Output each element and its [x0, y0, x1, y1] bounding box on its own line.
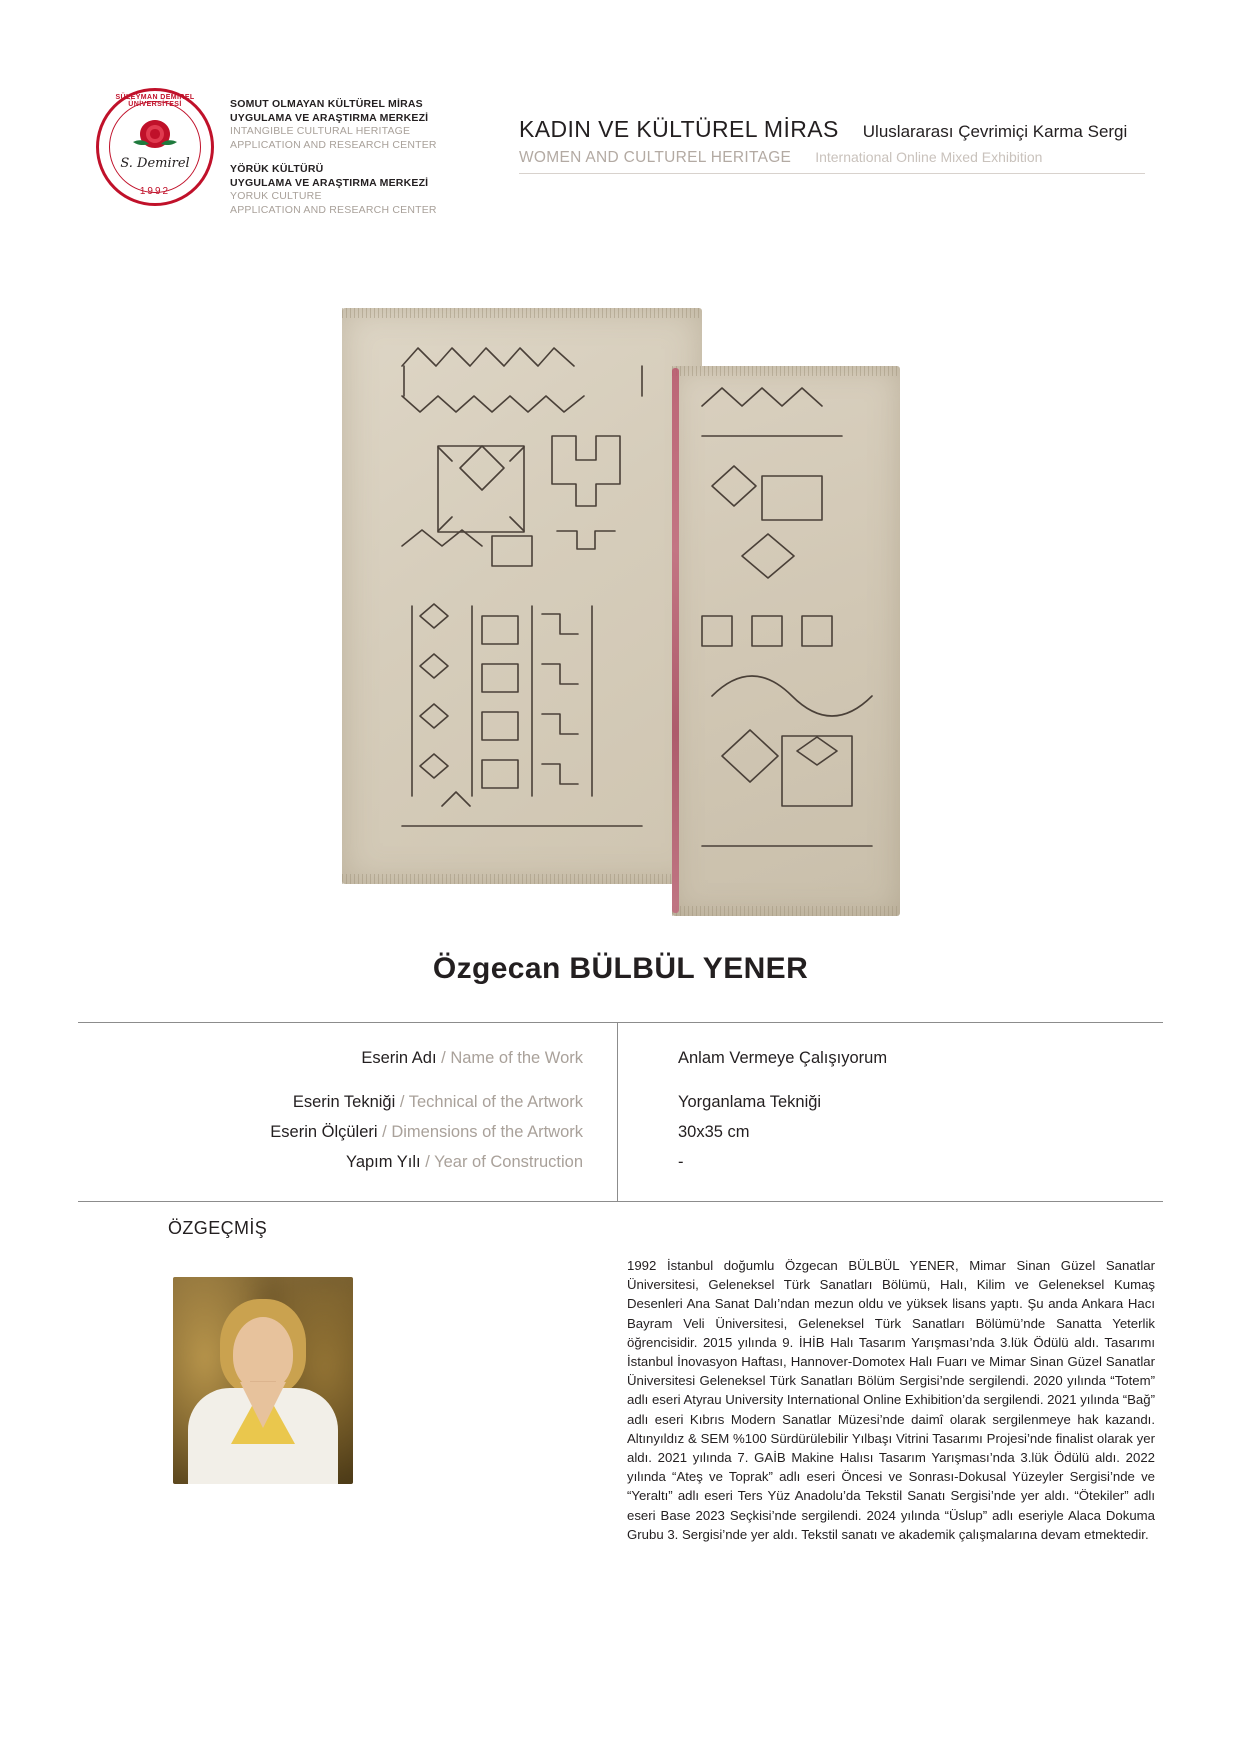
- artist-name: Özgecan BÜLBÜL YENER: [432, 952, 809, 985]
- biography-text: 1992 İstanbul doğumlu Özgecan BÜLBÜL YENER, Mimar Sinan Güzel Sanatlar Üniversitesi, Geleneksel Türk Sanatları Bölümü, Halı, Kilim ve Geleneksel Kumaş Desenleri Ana Sanat Dalı’ndan mezun oldu ve yüksek lisans yaptı. Şu anda Ankara Hacı Bayram Veli Üniversitesi, Geleneksel Türk Sanatları Bölümü’nde Sanatta Yeterlik öğrencisidir. 2015 yılında 9. İHİB Halı Tasarım Yarışması’nda 3.lük Ödülü aldı. Tasarımı İstanbul İnovasyon Haftası, Hannover-Domotex Halı Fuarı ve Mimar Sinan Güzel Sanatlar Üniversitesi Geleneksel Türk Sanatları Bölüm Sergisi’nde sergilendi. 2020 yılında “Totem” adlı eseri Atyrau University International Online Exhibition’da sergilendi. 2021 yılında “Bağ” adlı eseri Kıbrıs Modern Sanatlar Müzesi’nde daimî olarak sergilenmeye hak kazandı. Altınyıldız & SEM %100 Sürdürülebilir Yılbaşı Vitrini Tasarımı Projesi’nde finalist olarak yer aldı. 2021 yılında 7. GAİB Makine Halısı Tasarım Yarışması’nda 3.lük Ödülü aldı. 2022 yılında “Ateş ve Toprak” adlı eseri Öncesi ve Sonrası-Dokusal Yüzeyler Sergisi’nde ve “Yeraltı” adlı eseri Ters Yüz Anadolu’da Tekstil Sanatı Sergisi’nde yer aldı. “Ötekiler” adlı eseri Base 2023 Seçkisi’nde sergilendi. 2024 yılında “Üslup” adlı eseriyle Alaca Dokuma Grubu 3. Sergisi’nde yer aldı. Tekstil sanatı ve akademik çalışmalarına devam etmektedir.: [627, 1258, 1155, 1542]
- title-row-turkish: [519, 116, 1146, 143]
- center-block-yoruk: [230, 163, 465, 217]
- exhibition-subtitle-tr: Uluslararası Çevrimiçi Karma Sergi: [862, 122, 1128, 141]
- info-value-name: Anlam Vermeye Çalışıyorum: [678, 1049, 888, 1067]
- exhibition-subtitle-en: International Online Mixed Exhibition: [815, 149, 1043, 165]
- center-tr-line2: UYGULAMA VE ARAŞTIRMA MERKEZİ: [230, 176, 429, 189]
- info-label-technique-tr: Eserin Tekniği: [292, 1093, 396, 1111]
- center-tr-line2: UYGULAMA VE ARAŞTIRMA MERKEZİ: [230, 111, 429, 124]
- logo-ring-text: SÜLEYMAN DEMİREL ÜNİVERSİTESİ: [115, 94, 195, 108]
- info-values-column: [618, 1023, 1163, 1201]
- artwork-image: [342, 286, 900, 916]
- biography-heading: ÖZGEÇMİŞ: [168, 1218, 268, 1238]
- info-label-dimensions-tr: Eserin Ölçüleri: [270, 1123, 378, 1141]
- header-divider: [519, 173, 1145, 174]
- center-en-line1: INTANGIBLE CULTURAL HERITAGE: [230, 125, 411, 137]
- center-en-line2: APPLICATION AND RESEARCH CENTER: [230, 138, 437, 151]
- info-label-name: [78, 1047, 583, 1069]
- info-value-dimensions: 30x35 cm: [678, 1123, 750, 1141]
- page-header: [96, 88, 1146, 228]
- info-value-technique: Yorganlama Tekniği: [678, 1093, 822, 1111]
- center-block-intangible: [230, 98, 465, 152]
- info-label-year-tr: Yapım Yılı: [346, 1153, 421, 1171]
- university-logo: [96, 88, 214, 206]
- info-label-name-tr: Eserin Adı: [361, 1049, 437, 1067]
- artwork-info-table: [78, 1022, 1163, 1202]
- center-en-line2: APPLICATION AND RESEARCH CENTER: [230, 203, 437, 216]
- info-label-year-en: / Year of Construction: [425, 1153, 583, 1171]
- portrait-face: [233, 1317, 293, 1391]
- rose-icon: [131, 118, 179, 160]
- logo-year: 1992: [139, 186, 171, 197]
- center-tr-line1: YÖRÜK KÜLTÜRÜ: [230, 163, 324, 175]
- center-en-line1: YORUK CULTURE: [230, 190, 322, 202]
- info-label-dimensions-en: / Dimensions of the Artwork: [382, 1123, 583, 1141]
- info-value-year: -: [678, 1153, 684, 1171]
- logo-signature: S. Demirel: [120, 156, 190, 171]
- exhibition-title-tr: KADIN VE KÜLTÜREL MİRAS: [519, 116, 839, 142]
- info-label-technique: [78, 1091, 583, 1113]
- info-label-year: [78, 1151, 583, 1173]
- center-tr-line1: SOMUT OLMAYAN KÜLTÜREL MİRAS: [230, 98, 423, 110]
- exhibition-titles: [465, 88, 1146, 174]
- info-label-dimensions: [78, 1121, 583, 1143]
- info-label-name-en: / Name of the Work: [441, 1049, 583, 1067]
- info-label-technique-en: / Technical of the Artwork: [399, 1093, 583, 1111]
- title-row-english: [519, 149, 1146, 167]
- artist-portrait: [173, 1277, 353, 1484]
- research-center-names: [230, 88, 465, 228]
- info-labels-column: [78, 1023, 618, 1201]
- exhibition-title-en: WOMEN AND CULTUREL HERITAGE: [519, 149, 792, 166]
- quilt-stitch-pattern: [342, 286, 900, 916]
- artwork-figure: [0, 286, 1241, 916]
